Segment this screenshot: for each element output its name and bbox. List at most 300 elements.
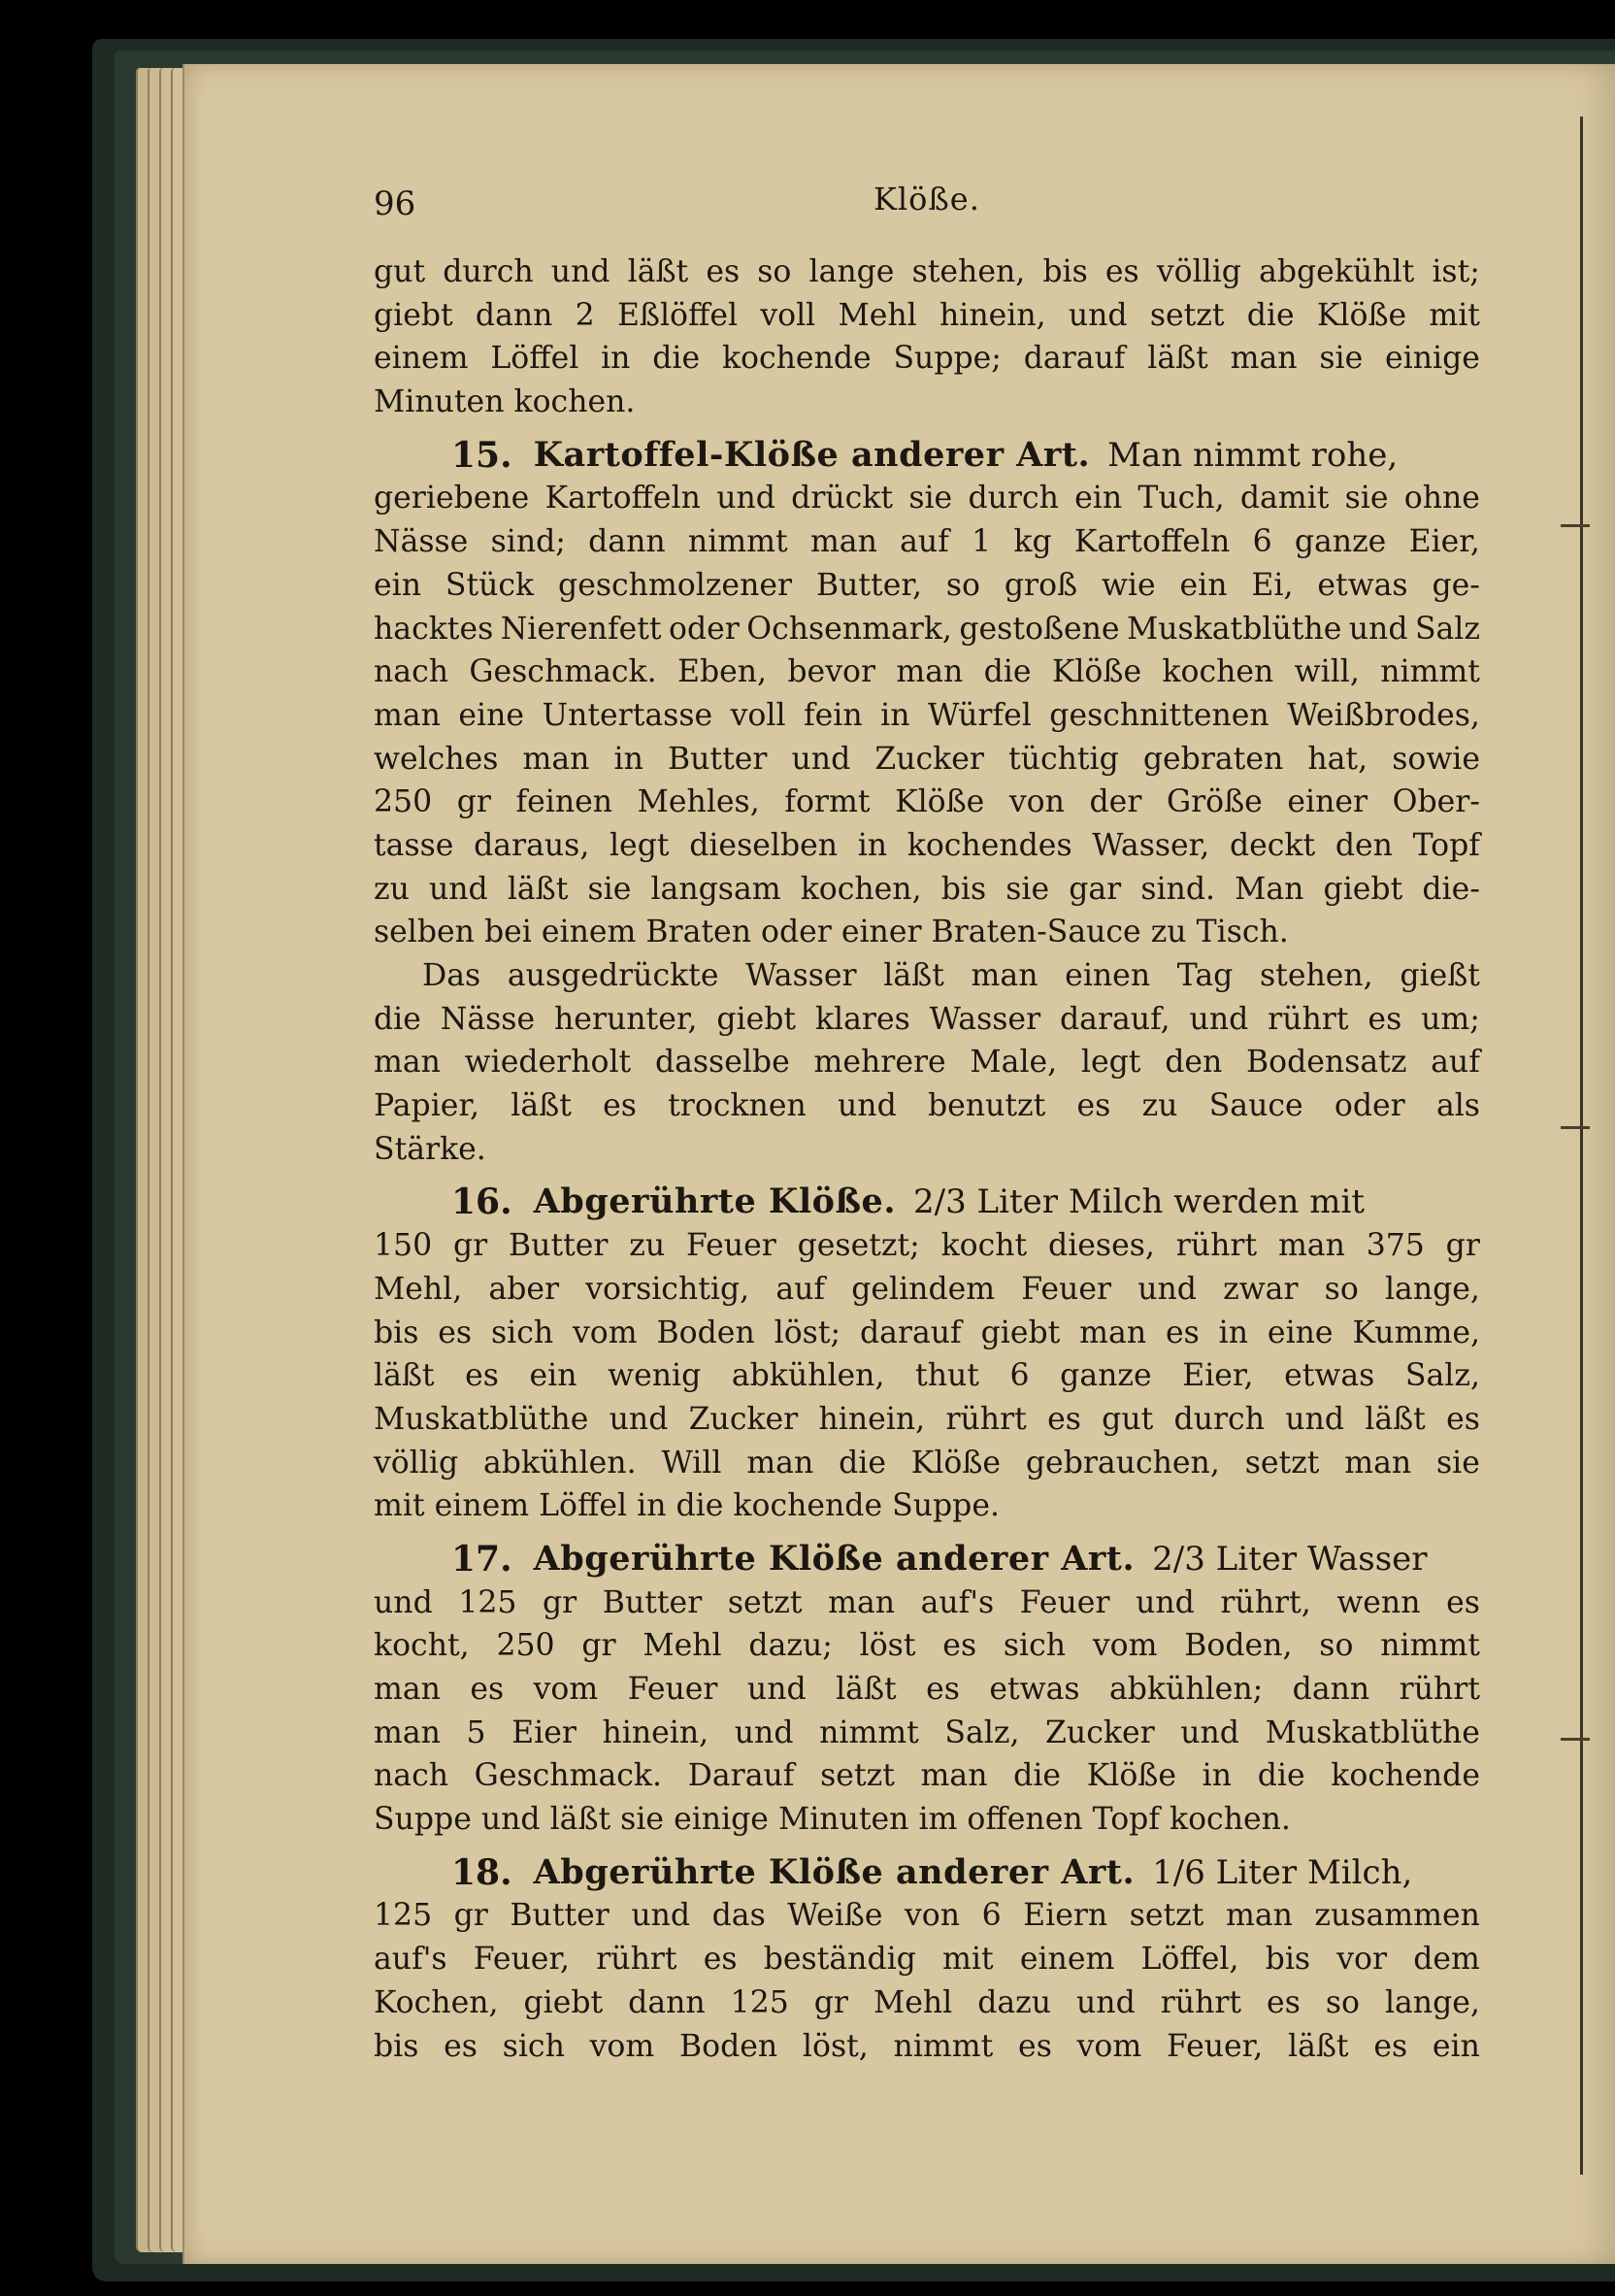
word: etwas: [1284, 1358, 1375, 1394]
word: auf: [775, 1271, 826, 1307]
word: es: [1104, 254, 1139, 289]
word: welches: [374, 741, 499, 777]
word: gr: [453, 1898, 488, 1934]
recipe-title: Abgerührte Klöße anderer Art.: [533, 1538, 1136, 1579]
line-text: Minuten kochen.: [374, 384, 636, 420]
word: ist;: [1432, 254, 1480, 289]
word: die: [983, 654, 1032, 690]
word: abkühlen;: [1109, 1672, 1264, 1707]
word: setzt: [1244, 1445, 1320, 1481]
word: Butter: [667, 741, 768, 777]
word: ganze: [1294, 524, 1387, 560]
word: rührt: [1160, 1984, 1242, 2020]
word: gebraten: [1142, 741, 1284, 777]
word: Boden: [678, 2028, 778, 2064]
word: rührt,: [1220, 1584, 1311, 1620]
word: oder: [669, 611, 740, 647]
word: in: [1202, 1758, 1233, 1794]
word: vom: [533, 1672, 599, 1707]
word: läßt: [374, 1358, 435, 1394]
text-line: [374, 1041, 1480, 1084]
word: es: [1047, 1401, 1081, 1437]
word: man: [374, 1672, 441, 1707]
word: nimmt: [893, 2028, 994, 2064]
word: Eiern: [1023, 1898, 1108, 1934]
word: nach: [374, 654, 448, 690]
word: deckt: [1229, 827, 1316, 863]
word: einige: [1385, 341, 1480, 377]
word: bis: [940, 871, 987, 907]
word: Wasser,: [1092, 827, 1210, 863]
gutter-mark: [1561, 1738, 1590, 1741]
word: thut: [915, 1358, 979, 1394]
word: und: [1189, 1001, 1249, 1037]
word: gar: [1069, 871, 1122, 907]
word: man: [1079, 1314, 1147, 1350]
word: Mehl: [643, 1628, 722, 1664]
word: Eier,: [1182, 1358, 1254, 1394]
word: die: [1013, 1758, 1062, 1794]
word: sie: [908, 481, 953, 516]
word: Weiße: [787, 1898, 883, 1934]
text-line: [374, 1442, 1480, 1485]
recipe-number: 18.: [451, 1851, 512, 1893]
word: es: [438, 1314, 473, 1350]
word: hacktes: [374, 611, 494, 647]
recipe-heading-line: [374, 1181, 1480, 1224]
word: man: [374, 1045, 441, 1081]
word: giebt: [374, 297, 453, 333]
word: rührt: [1399, 1672, 1480, 1707]
word: sie: [1319, 341, 1364, 377]
word: auf's: [920, 1584, 995, 1620]
word: kocht,: [374, 1628, 470, 1664]
word: und: [791, 741, 851, 777]
word: legt: [1080, 1045, 1141, 1081]
word: hinein,: [818, 1401, 926, 1437]
word: sich: [502, 2028, 565, 2064]
word: Wasser: [929, 1001, 1041, 1037]
word: lange: [808, 254, 895, 289]
line-text: 2/3 Liter Milch werden mit: [913, 1182, 1365, 1222]
word: ge-: [1432, 567, 1480, 603]
word: eine: [1267, 1314, 1334, 1350]
word: es: [706, 254, 741, 289]
word: löst,: [802, 2028, 869, 2064]
word: Sauce: [1208, 1088, 1303, 1124]
word: Topf: [1412, 827, 1480, 863]
word: Ober-: [1392, 784, 1480, 820]
word: es: [1018, 2028, 1052, 2064]
line-text: selben bei einem Braten oder einer Braten-Sauce zu Tisch.: [374, 915, 1289, 950]
word: der: [1089, 784, 1142, 820]
word: Mehl: [873, 1984, 953, 2020]
word: es: [942, 1628, 977, 1664]
word: Klöße: [895, 784, 985, 820]
word: und: [1136, 1584, 1195, 1620]
word: Ei,: [1251, 567, 1294, 603]
word: zu: [1141, 1088, 1178, 1124]
word: nimmt: [1380, 1628, 1480, 1664]
word: einem: [1019, 1942, 1115, 1978]
word: man: [1225, 1898, 1293, 1934]
word: läßt: [1147, 341, 1208, 377]
word: dieses,: [1048, 1228, 1155, 1264]
word: in: [880, 697, 910, 733]
word: dann: [628, 1984, 706, 2020]
word: ein: [1179, 567, 1228, 603]
word: dazu: [977, 1984, 1052, 2020]
word: einem: [374, 341, 469, 377]
word: und: [734, 1714, 794, 1750]
word: läßt: [511, 1088, 572, 1124]
word: sie: [587, 871, 632, 907]
word: benutzt: [928, 1088, 1046, 1124]
word: Darauf: [687, 1758, 795, 1794]
word: bis: [374, 1314, 419, 1350]
word: 150: [374, 1228, 433, 1264]
word: ganze: [1060, 1358, 1152, 1394]
text-line: [374, 868, 1480, 912]
text-line: [374, 824, 1480, 868]
text-line: [374, 1894, 1480, 1938]
text-line: [374, 1084, 1480, 1128]
word: bevor: [787, 654, 876, 690]
line-text: Stärke.: [374, 1131, 486, 1167]
word: ausgedrückte: [507, 958, 719, 993]
word: läßt: [507, 871, 569, 907]
word: von: [905, 1898, 961, 1934]
word: setzt: [1149, 297, 1225, 333]
word: giebt: [1323, 871, 1403, 907]
word: formt: [784, 784, 871, 820]
word: legt: [609, 827, 670, 863]
word: kochende: [1331, 1758, 1480, 1794]
word: sie: [1436, 1445, 1480, 1481]
word: stehen,: [911, 254, 1026, 289]
word: es: [1446, 1584, 1480, 1620]
text-line: [374, 1484, 1480, 1528]
text-line: [374, 781, 1480, 824]
word: man: [896, 654, 964, 690]
word: kocht: [940, 1228, 1028, 1264]
word: sind.: [1140, 871, 1216, 907]
word: es: [1373, 2028, 1408, 2064]
word: geschmolzener: [558, 567, 793, 603]
word: die: [1257, 1758, 1305, 1794]
word: völlig: [1156, 254, 1241, 289]
text-line: [374, 520, 1480, 564]
word: gut: [374, 254, 426, 289]
word: will,: [1294, 654, 1360, 690]
word: Salz,: [944, 1714, 1020, 1750]
word: Suppe;: [893, 341, 1002, 377]
word: so: [1319, 1628, 1354, 1664]
word: wie: [1101, 567, 1156, 603]
word: und: [716, 481, 775, 516]
word: läßt: [836, 1672, 897, 1707]
word: Klöße: [1051, 654, 1142, 690]
word: bis: [1265, 1942, 1311, 1978]
text-line: [374, 1398, 1480, 1442]
word: 5: [466, 1714, 486, 1750]
word: 125: [458, 1584, 517, 1620]
word: und: [428, 871, 488, 907]
word: und: [609, 1401, 669, 1437]
word: und: [1076, 1984, 1136, 2020]
word: abkühlen,: [731, 1358, 885, 1394]
word: und: [1180, 1714, 1239, 1750]
recipe-title: Abgerührte Klöße.: [533, 1181, 897, 1222]
word: setzt: [1129, 1898, 1204, 1934]
word: Boden: [656, 1314, 755, 1350]
word: man: [374, 1714, 441, 1750]
line-text: 1/6 Liter Milch,: [1152, 1852, 1413, 1892]
word: 125: [730, 1984, 789, 2020]
word: vor: [1336, 1942, 1388, 1978]
word: die: [1246, 297, 1295, 333]
word: voll: [730, 697, 786, 733]
text-line: [374, 1128, 1480, 1172]
word: Will: [661, 1445, 722, 1481]
word: Untertasse: [542, 697, 713, 733]
word: gr: [452, 1228, 488, 1264]
word: Zucker: [1045, 1714, 1155, 1750]
word: Feuer: [627, 1672, 718, 1707]
word: und: [1137, 1271, 1197, 1307]
word: das: [711, 1898, 766, 1934]
word: 2: [575, 297, 595, 333]
word: 375: [1366, 1228, 1425, 1264]
word: 1: [972, 524, 992, 560]
word: darauf: [1023, 341, 1126, 377]
word: dann: [475, 297, 553, 333]
word: mit: [942, 1942, 994, 1978]
word: etwas: [989, 1672, 1080, 1707]
word: gr: [543, 1584, 577, 1620]
word: Würfel: [927, 697, 1032, 733]
text-line: [374, 998, 1480, 1042]
word: Salz,: [1404, 1358, 1480, 1394]
word: es: [1165, 1314, 1200, 1350]
word: vorsichtig,: [585, 1271, 750, 1307]
text-line: [374, 294, 1480, 338]
word: Eben,: [676, 654, 768, 690]
word: etwas: [1317, 567, 1408, 603]
word: bis: [1042, 254, 1088, 289]
word: Feuer: [1019, 1584, 1110, 1620]
word: in: [1218, 1314, 1249, 1350]
word: als: [1435, 1088, 1480, 1124]
word: es: [703, 1942, 738, 1978]
word: Größe: [1166, 784, 1263, 820]
word: läßt: [1365, 1401, 1426, 1437]
word: es: [603, 1088, 637, 1124]
word: und: [1068, 297, 1128, 333]
page-gutter: [1580, 116, 1583, 2175]
word: dem: [1413, 1942, 1480, 1978]
word: hinein,: [939, 297, 1046, 333]
word: so: [757, 254, 792, 289]
word: tasse: [374, 827, 454, 863]
word: gelindem: [851, 1271, 996, 1307]
gutter-mark: [1561, 1126, 1590, 1129]
word: kochen,: [800, 871, 922, 907]
text-line: [374, 694, 1480, 738]
recipe-heading-line: [374, 434, 1480, 478]
word: geriebene: [374, 481, 530, 516]
word: Tuch,: [1137, 481, 1225, 516]
word: klares: [814, 1001, 910, 1037]
word: durch: [1173, 1401, 1265, 1437]
word: tüchtig: [1008, 741, 1119, 777]
word: lange,: [1384, 1984, 1480, 2020]
word: Bodensatz: [1246, 1045, 1407, 1081]
word: rührt: [945, 1401, 1027, 1437]
word: Zucker: [688, 1401, 799, 1437]
word: und: [838, 1088, 897, 1124]
text-line: [374, 650, 1480, 694]
word: man: [1344, 1445, 1412, 1481]
word: bis: [374, 2028, 419, 2064]
recipe-number: 16.: [451, 1181, 512, 1223]
word: zu: [374, 871, 410, 907]
word: dann: [1292, 1672, 1370, 1707]
word: Muskatblüthe: [1126, 611, 1342, 647]
text-line: [374, 608, 1480, 651]
word: zwar: [1223, 1271, 1299, 1307]
word: Eier,: [1408, 524, 1480, 560]
text-line: [374, 954, 1480, 998]
word: Klöße: [1316, 297, 1407, 333]
word: nimmt: [819, 1714, 919, 1750]
word: damit: [1239, 481, 1330, 516]
word: Muskatblüthe: [1265, 1714, 1480, 1750]
word: Feuer,: [473, 1942, 571, 1978]
word: Nässe: [374, 524, 469, 560]
word: nimmt: [687, 524, 788, 560]
word: man: [828, 1584, 896, 1620]
word: gr: [456, 784, 491, 820]
word: es: [444, 2028, 478, 2064]
word: Tag: [1176, 958, 1234, 993]
word: in: [613, 741, 643, 777]
word: kochendes: [906, 827, 1072, 863]
text-line: [374, 1224, 1480, 1268]
word: in: [601, 341, 631, 377]
word: 6: [1009, 1358, 1030, 1394]
word: ein: [529, 1358, 577, 1394]
word: Löffel: [490, 341, 579, 377]
word: läßt: [883, 958, 944, 993]
word: Kartoffeln: [544, 481, 701, 516]
word: man: [1230, 341, 1298, 377]
word: Nässe: [440, 1001, 536, 1037]
word: löst: [859, 1628, 916, 1664]
word: 6: [981, 1898, 1002, 1934]
word: so: [1325, 1984, 1360, 2020]
word: sowie: [1392, 741, 1480, 777]
word: Eßlöffel: [616, 297, 739, 333]
text-line: [374, 250, 1480, 294]
word: Nierenfett: [500, 611, 662, 647]
word: die: [652, 341, 701, 377]
recipe-number: 17.: [451, 1538, 512, 1580]
word: ein: [1432, 2028, 1480, 2064]
word: rührt: [596, 1942, 677, 1978]
word: Kochen,: [374, 1984, 499, 2020]
word: giebt: [980, 1314, 1061, 1350]
word: Muskatblüthe: [374, 1401, 589, 1437]
word: den: [1165, 1045, 1223, 1081]
body-text: [374, 250, 1480, 2068]
word: durch: [968, 481, 1059, 516]
word: und: [631, 1898, 691, 1934]
word: und: [550, 254, 610, 289]
word: hinein,: [602, 1714, 709, 1750]
word: Geschmack.: [474, 1758, 662, 1794]
line-text: Man nimmt rohe,: [1107, 435, 1399, 475]
word: Löffel,: [1140, 1942, 1239, 1978]
word: Mehl: [838, 297, 917, 333]
text-line: [374, 337, 1480, 381]
word: man: [374, 697, 441, 733]
text-line: [374, 381, 1480, 424]
text-line: [374, 477, 1480, 520]
word: Butter: [509, 1228, 609, 1264]
word: es: [470, 1672, 505, 1707]
word: sich: [1003, 1628, 1067, 1664]
word: auf: [900, 524, 949, 560]
text-line: [374, 1354, 1480, 1398]
text-line: [374, 911, 1480, 954]
word: Male,: [970, 1045, 1058, 1081]
word: auf's: [374, 1942, 447, 1978]
word: herunter,: [554, 1001, 698, 1037]
word: kg: [1013, 524, 1052, 560]
word: nach: [374, 1758, 448, 1794]
word: ein: [1074, 481, 1123, 516]
word: Papier,: [374, 1088, 480, 1124]
word: abkühlen.: [482, 1445, 637, 1481]
word: den: [1335, 827, 1393, 863]
word: nimmt: [1380, 654, 1480, 690]
word: gießt: [1400, 958, 1480, 993]
text-line: [374, 1668, 1480, 1712]
word: Ochsenmark,: [746, 611, 952, 647]
word: Klöße: [1086, 1758, 1176, 1794]
line-text: 2/3 Liter Wasser: [1152, 1539, 1428, 1579]
word: kochen: [1162, 654, 1274, 690]
text-line: [374, 1581, 1480, 1625]
word: und: [1285, 1401, 1345, 1437]
word: setzt: [820, 1758, 895, 1794]
recipe-heading-line: [374, 1538, 1480, 1581]
word: von: [1008, 784, 1065, 820]
word: fein: [804, 697, 863, 733]
word: Kumme,: [1352, 1314, 1480, 1350]
text-line: [374, 1712, 1480, 1755]
word: die: [839, 1445, 886, 1481]
word: so: [945, 567, 980, 603]
word: läßt: [627, 254, 689, 289]
text-line: [374, 1624, 1480, 1668]
word: Mehles,: [637, 784, 760, 820]
word: mehrere: [813, 1045, 946, 1081]
word: sie: [1005, 871, 1050, 907]
word: gebrauchen,: [1025, 1445, 1220, 1481]
word: langsam: [650, 871, 781, 907]
